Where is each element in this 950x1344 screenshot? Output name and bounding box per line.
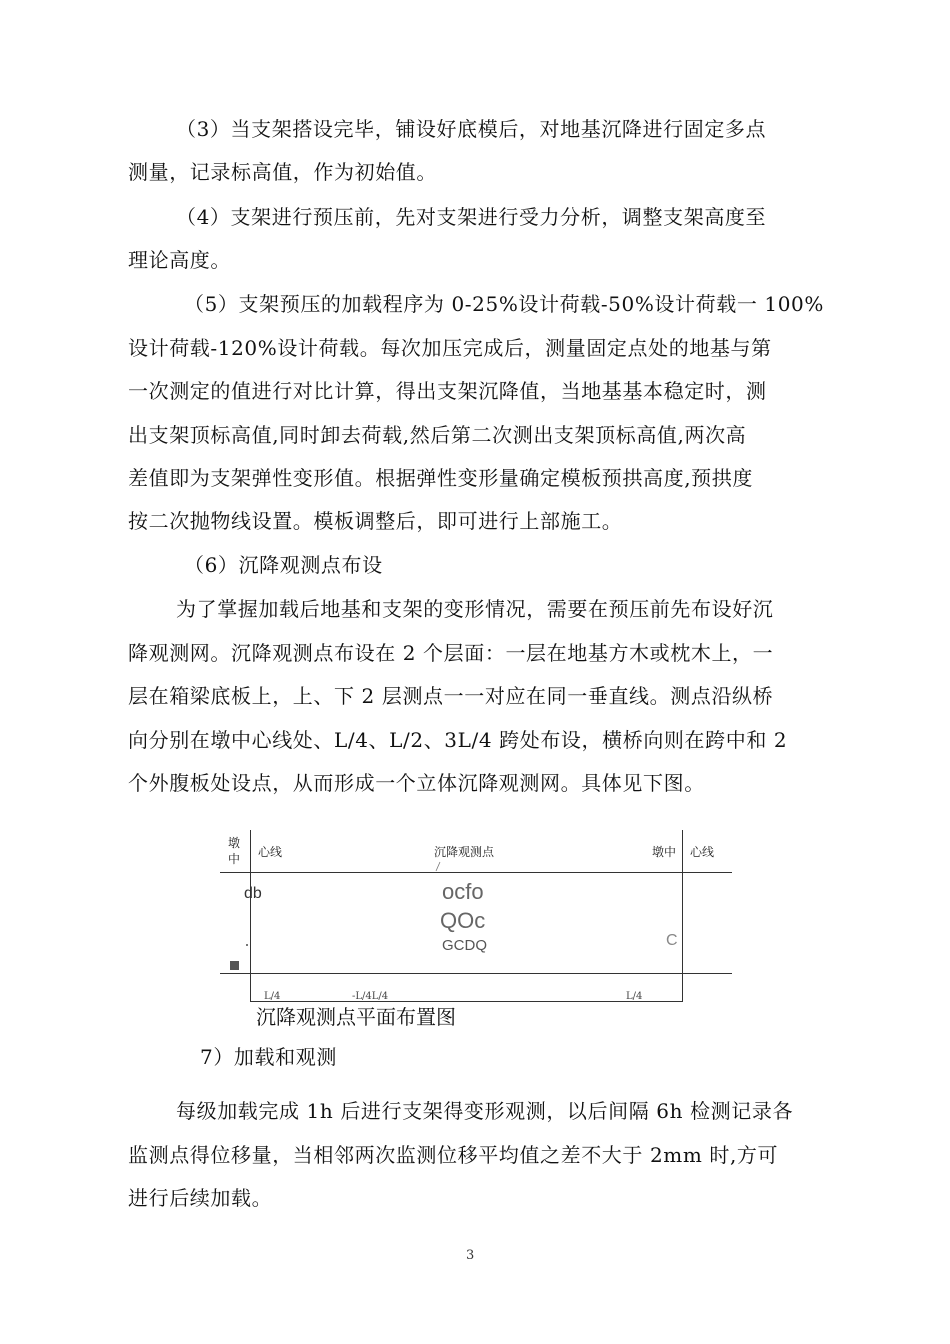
right-pier-centerline [682, 830, 683, 1002]
diagram-caption: 沉降观测点平面布置图 [256, 1005, 456, 1029]
para-7-line-2: 监测点得位移量，当相邻两次监测位移平均值之差不大于 2mm 时,方可 [128, 1143, 779, 1167]
observation-point-label: 沉降观测点 [434, 845, 495, 859]
marker-ocfo: ocfo [442, 879, 484, 904]
centerline-left-label: 心线 [258, 845, 283, 859]
para-4-line-1: （4）支架进行预压前，先对支架进行受力分析，调整支架高度至 [176, 205, 767, 229]
para-6-line-5: 个外腹板处设点，从而形成一个立体沉降观测网。具体见下图。 [128, 771, 705, 795]
marker-db: db [244, 885, 262, 902]
para-5-line-1: （5）支架预压的加载程序为 0-25%设计荷载-50%设计荷载一 100% [184, 292, 824, 316]
span-label-l4-left: L/4 [264, 991, 281, 1002]
para-5-line-4: 出支架顶标高值,同时卸去荷载,然后第二次测出支架顶标高值,两次高 [128, 423, 747, 447]
marker-qoc: QOc [440, 908, 486, 933]
para-7-heading: 7）加载和观测 [200, 1045, 337, 1069]
leader-mark-icon [434, 860, 444, 872]
para-4-line-2: 理论高度。 [128, 248, 231, 272]
left-pier-centerline [250, 830, 251, 1002]
marker-gcdq: GCDQ [442, 937, 487, 954]
para-6-line-2: 降观测网。沉降观测点布设在 2 个层面：一层在地基方木或枕木上，一 [128, 641, 774, 665]
bottom-boundary-line [220, 973, 732, 974]
para-6-line-4: 向分别在墩中心线处、L/4、L/2、3L/4 跨处布设，横桥向则在跨中和 2 [128, 728, 788, 752]
square-marker-icon [230, 961, 239, 970]
span-label-l4-right: L/4 [626, 991, 643, 1002]
para-6-line-3: 层在箱梁底板上，上、下 2 层测点一一对应在同一垂直线。测点沿纵桥 [128, 684, 774, 708]
para-3-line-2: 测量，记录标高值，作为初始值。 [128, 160, 437, 184]
span-dimension-line [250, 1001, 682, 1002]
centerline-right-label: 心线 [690, 845, 715, 859]
settlement-point-layout-diagram [220, 826, 740, 1006]
pier-left-label-1: 墩 [228, 836, 241, 850]
para-5-line-2: 设计荷载-120%设计荷载。每次加压完成后，测量固定点处的地基与第 [128, 336, 772, 360]
pier-left-label-2: 中 [228, 852, 241, 866]
top-boundary-line [220, 872, 732, 873]
para-3-line-1: （3）当支架搭设完毕，铺设好底模后，对地基沉降进行固定多点 [176, 117, 767, 141]
para-7-line-3: 进行后续加载。 [128, 1186, 273, 1210]
para-5-line-5: 差值即为支架弹性变形值。根据弹性变形量确定模板预拱高度,预拱度 [128, 466, 753, 490]
dot-marker-icon [246, 944, 248, 946]
pier-right-label: 墩中 [652, 845, 677, 859]
span-label-l4-middle: -L/4L/4 [352, 991, 389, 1002]
para-5-line-3: 一次测定的值进行对比计算，得出支架沉降值，当地基基本稳定时，测 [128, 379, 767, 403]
page-number: 3 [466, 1248, 475, 1263]
para-5-line-6: 按二次抛物线设置。模板调整后，即可进行上部施工。 [128, 509, 623, 533]
marker-c: C [666, 932, 678, 949]
para-6-line-1: 为了掌握加载后地基和支架的变形情况，需要在预压前先布设好沉 [176, 597, 774, 621]
para-6-heading: （6）沉降观测点布设 [184, 553, 383, 577]
para-7-line-1: 每级加载完成 1h 后进行支架得变形观测，以后间隔 6h 检测记录各 [176, 1099, 794, 1123]
